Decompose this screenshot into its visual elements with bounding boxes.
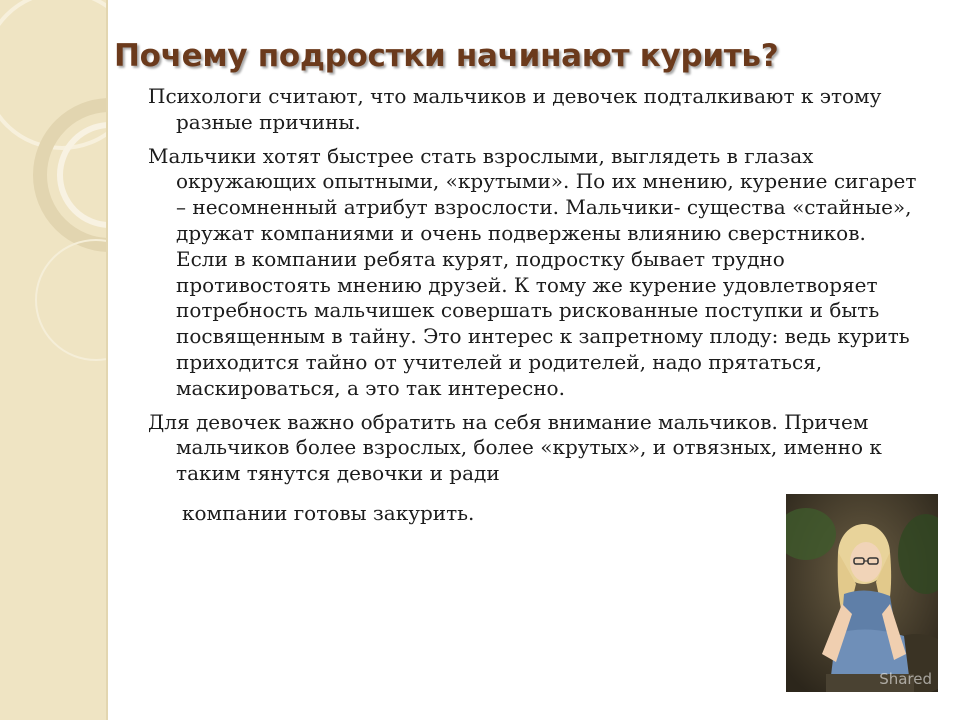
- photo-illustration: [786, 494, 938, 692]
- photo-watermark: Shared: [879, 670, 932, 688]
- photo-teen-girl: [786, 494, 938, 692]
- slide-body: [148, 84, 923, 527]
- slide-title: Почему подростки начинают курить?: [114, 38, 779, 74]
- decorative-sidebar: [0, 0, 106, 720]
- sidebar-divider: [106, 0, 108, 720]
- paragraph-girls-ending: компании готовы закурить.: [182, 500, 475, 525]
- paragraph-intro: Психологи считают, что мальчиков и девочек подталкивают к этому разные причины.: [148, 84, 882, 134]
- paragraph-boys: Мальчики хотят быстрее стать взрослыми, выглядеть в глазах окружающих опытными, «крутыми». По их мнению, курение сигарет – несомненный атрибут взрослости. Мальчики- существа «стайные», дружат компаниями и очень подвержены влиянию сверстников. Если в компании ребята курят, подростку бывает трудно противостоять мнению друзей. К тому же курение удовлетворяет потребность мальчишек совершать рискованные поступки и быть посвященным в тайну. Это интерес к запретному плоду: ведь курить приходится тайно от учителей и родителей, надо прятаться, маскироваться, а это так интересно.: [148, 143, 917, 400]
- decorative-circles: [0, 0, 106, 720]
- paragraph-girls: Для девочек важно обратить на себя внимание мальчиков. Причем мальчиков более взрослых, более «крутых», и отвязных, именно к таким тянутся девочки и ради: [148, 409, 882, 486]
